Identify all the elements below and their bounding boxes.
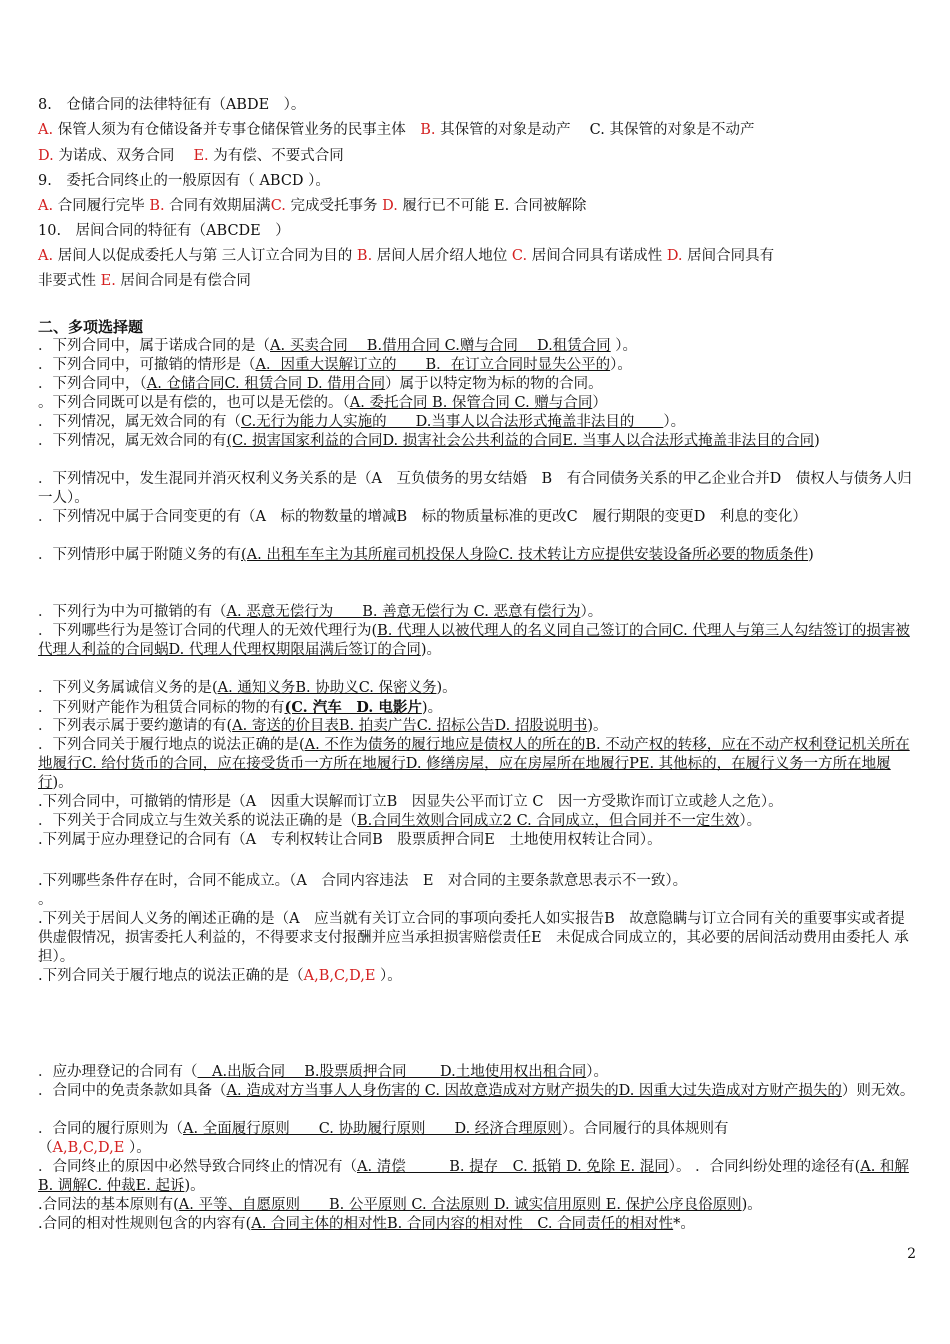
list-item: ．下列情况，属无效合同的有（C.无行为能力人实施的 D.当事人以合法形式掩盖非法目的 ）。 (38, 414, 686, 430)
answer-text: A. 全面履行原则 C. 协助履行原则 D. 经济合理原则 (183, 1121, 562, 1137)
list-item: ．应办理登记的合同有（ A.出版合同 B.股票质押合同 D.土地使用权出租合同）。 (38, 1064, 609, 1080)
option-letter: D. (38, 148, 54, 164)
answer-text: A. 清偿 B. 提存 C. 抵销 D. 免除 E. 混同 (357, 1159, 669, 1175)
answer-text: A. 仓储合同C. 租赁合同 D. 借用合同 (146, 376, 386, 392)
list-item: ．下列财产能作为租赁合同标的物的有(C. 汽车 D. 电影片)。 (38, 699, 443, 716)
question-10-options-line2: 非要式性 E. 居间合同是有偿合同 (38, 273, 251, 289)
option-letter: D. (666, 248, 683, 264)
section-title: 二、多项选择题 (38, 318, 144, 336)
answer-text: A,B,C,D,E (303, 968, 376, 984)
option-letter: A. (38, 248, 54, 264)
answer-text: A. 买卖合同 B.借用合同 C.赠与合同 D.租赁合同 (270, 338, 611, 354)
option-letter: B. (420, 122, 436, 138)
list-item-continued: （A,B,C,D,E ）。 (38, 1140, 151, 1156)
list-item: ．下列情况中，发生混同并消灭权利义务关系的是（A 互负债务的男女结婚 B 有合同债务关系的甲乙企业合并D 债权人与债务人归一人）。 (38, 471, 912, 506)
list-item: ．下列哪些行为是签订合同的代理人的无效代理行为(B. 代理人以被代理人的名义同自己签订的合同C. 代理人与第三人勾结签订的损害被代理人利益的合同蜗D. 代理人代理权期限届满后签订的合同)。 (38, 623, 910, 658)
list-item: ．下列合同中，可撤销的情形是（A．因重大误解订立的 B．在订立合同时显失公平的）。 (38, 357, 632, 373)
list-item: ．下列行为中为可撤销的有（A. 恶意无偿行为 B. 善意无偿行为 C. 恶意有偿行为）。 (38, 604, 603, 620)
list-item: ．下列情况中属于合同变更的有（A 标的物数量的增减B 标的物质量标准的更改C 履行期限的变更D 利息的变化） (38, 509, 807, 525)
answer-text: A. 寄送的价目表B. 拍卖广告C. 招标公告D. 招股说明书 (232, 718, 588, 734)
answer-text: (C. 汽车 D. 电影片 (284, 699, 422, 716)
list-item: .下列关于居间人义务的阐述正确的是（A 应当就有关订立合同的事项向委托人如实报告B 故意隐瞒与订立合同有关的重要事实或者提供虚假情况，损害委托人利益的，不得要求支付报酬并应当承担损害赔偿责任E 未促成合同成立的，其必要的居间活动费用由委托人 承担）。 (38, 911, 909, 965)
list-item: 。下列合同既可以是有偿的，也可以是无偿的。（A. 委托合同 B. 保管合同 C. 赠与合同） (38, 395, 607, 411)
list-item: ．合同的履行原则为（A. 全面履行原则 C. 协助履行原则 D. 经济合理原则）。合同履行的具体规则有 (38, 1121, 729, 1137)
list-item: .下列属于应办理登记的合同有（A 专利权转让合同B 股票质押合同E 土地使用权转让合同）。 (38, 832, 662, 848)
answer-text: A．因重大误解订立的 B．在订立合同时显失公平的 (255, 357, 611, 373)
question-10: 10. 居间合同的特征有（ABCDE ） (38, 223, 290, 239)
answer-text: (A. 出租车车主为其所雇司机投保人身险C. 技术转让方应提供安装设备所必要的物质条件 (241, 547, 809, 563)
option-letter: B. (356, 248, 373, 264)
answer-text: B. 代理人以被代理人的名义同自己签订的合同C. 代理人与第三人勾结签订的损害被代理人利益的合同蜗D. 代理人代理权期限届满后签订的合同 (38, 623, 910, 658)
list-item: ．下列关于合同成立与生效关系的说法正确的是（B.合同生效则合同成立2 C. 合同成立，但合同并不一定生效）。 (38, 813, 762, 829)
answer-text: B.合同生效则合同成立2 C. 合同成立，但合同并不一定生效 (357, 813, 740, 829)
answer-text: A,B,C,D,E (52, 1140, 125, 1156)
option-letter: A. (38, 122, 54, 138)
list-item: ．下列情形中属于附随义务的有(A. 出租车车主为其所雇司机投保人身险C. 技术转让方应提供安装设备所必要的物质条件) (38, 547, 814, 563)
question-8: 8. 仓储合同的法律特征有（ABDE ）。 (38, 97, 306, 113)
list-item: ．下列合同中，属于诺成合同的是（A. 买卖合同 B.借用合同 C.赠与合同 D.租赁合同 ）。 (38, 338, 638, 354)
option-letter: A. (38, 198, 54, 214)
page-number: 2 (907, 1246, 916, 1262)
list-item: ．下列合同关于履行地点的说法正确的是(A. 不作为债务的履行地应是债权人的所在的B. 不动产权的转移，应在不动产权利登记机关所在地履行C. 给付货币的合同，应在接受货币一方所在地履行D. 修缮房屋，应在房屋所在地履行PE. 其他标的，在履行义务一方所在地履行)。 (38, 737, 910, 791)
option-letter: B. (149, 198, 165, 214)
answer-text: A. 不作为债务的履行地应是债权人的所在的B. 不动产权的转移，应在不动产权利登记机关所在地履行C. 给付货币的合同，应在接受货币一方所在地履行D. 修缮房屋，应在房屋所在地履行PE. 其他标的，在履行义务一方所在地履行 (38, 737, 910, 791)
option-letter: C. (270, 198, 286, 214)
option-letter: E. (193, 148, 209, 164)
option-letter: E. (100, 273, 116, 289)
question-8-options-line2: D. 为诺成、双务合同 E. 为有偿、不要式合同 (38, 148, 344, 164)
list-item: 。 (38, 892, 53, 908)
list-item: ．下列表示属于要约邀请的有(A. 寄送的价目表B. 拍卖广告C. 招标公告D. 招股说明书)。 (38, 718, 608, 734)
list-item: .合同法的基本原则有(A. 平等、自愿原则 B. 公平原则 C. 合法原则 D. 诚实信用原则 E. 保护公序良俗原则)。 (38, 1197, 762, 1213)
answer-text: (C. 损害国家利益的合同D. 损害社会公共利益的合同E. 当事人以合法形式掩盖非法目的合同 (226, 433, 815, 449)
option-letter: C. (511, 248, 528, 264)
list-item: ．下列情况，属无效合同的有(C. 损害国家利益的合同D. 损害社会公共利益的合同E. 当事人以合法形式掩盖非法目的合同) (38, 433, 820, 449)
list-item: ．下列义务属诚信义务的是(A. 通知义务B. 协助义C. 保密义务)。 (38, 680, 457, 696)
list-item: ．下列合同中，（A. 仓储合同C. 租赁合同 D. 借用合同）属于以特定物为标的物的合同。 (38, 376, 603, 392)
option-letter: D. (382, 198, 398, 214)
list-item: .下列合同关于履行地点的说法正确的是（A,B,C,D,E ）。 (38, 968, 402, 984)
answer-text: A. 合同主体的相对性B. 合同内容的相对性 C. 合同责任的相对性 (251, 1216, 674, 1232)
answer-text: A.出版合同 B.股票质押合同 D.土地使用权出租合同 (197, 1064, 587, 1080)
answer-text: A. 造成对方当事人人身伤害的 C. 因故意造成对方财产损失的D. 因重大过失造成对方财产损失的 (226, 1083, 842, 1099)
question-9-options: A. 合同履行完毕 B. 合同有效期届满C. 完成受托事务 D. 履行已不可能 E. 合同被解除 (38, 198, 587, 214)
question-9: 9. 委托合同终止的一般原因有（ ABCD ）。 (38, 173, 330, 189)
question-8-options-line1: A. 保管人须为有仓储设备并专事仓储保管业务的民事主体 B. 其保管的对象是动产 C. 其保管的对象是不动产 (38, 122, 755, 138)
answer-text: A. 通知义务B. 协助义C. 保密义务 (217, 680, 437, 696)
question-10-options-line1: A. 居间人以促成委托人与第 三人订立合同为目的 B. 居间人居介绍人地位 C. 居间合同具有诺成性 D. 居间合同具有 (38, 248, 775, 264)
answer-text: A. 和解 B. 调解C. 仲裁E. 起诉 (38, 1159, 909, 1194)
list-item: ．合同中的免责条款如具备（A. 造成对方当事人人身伤害的 C. 因故意造成对方财产损失的D. 因重大过失造成对方财产损失的）则无效。 (38, 1083, 915, 1099)
answer-text: A. 委托合同 B. 保管合同 C. 赠与合同 (349, 395, 593, 411)
list-item: .合同的相对性规则包含的内容有(A. 合同主体的相对性B. 合同内容的相对性 C. 合同责任的相对性*。 (38, 1216, 695, 1232)
answer-text: A. 平等、自愿原则 B. 公平原则 C. 合法原则 D. 诚实信用原则 E. 保护公序良俗原则 (178, 1197, 742, 1213)
list-item: .下列合同中，可撤销的情形是（A 因重大误解而订立B 因显失公平而订立 C 因一方受欺诈而订立或趁人之危）。 (38, 794, 783, 810)
answer-text: A. 恶意无偿行为 B. 善意无偿行为 C. 恶意有偿行为 (226, 604, 581, 620)
answer-text: C.无行为能力人实施的 D.当事人以合法形式掩盖非法目的 (241, 414, 664, 430)
list-item: .下列哪些条件存在时，合同不能成立。（A 合同内容违法 E 对合同的主要条款意思表示不一致）。 (38, 873, 688, 889)
list-item: ．合同终止的原因中必然导致合同终止的情况有（A. 清偿 B. 提存 C. 抵销 D. 免除 E. 混同）。 ．合同纠纷处理的途径有(A. 和解 B. 调解C. 仲裁E. 起诉)。 (38, 1159, 909, 1194)
